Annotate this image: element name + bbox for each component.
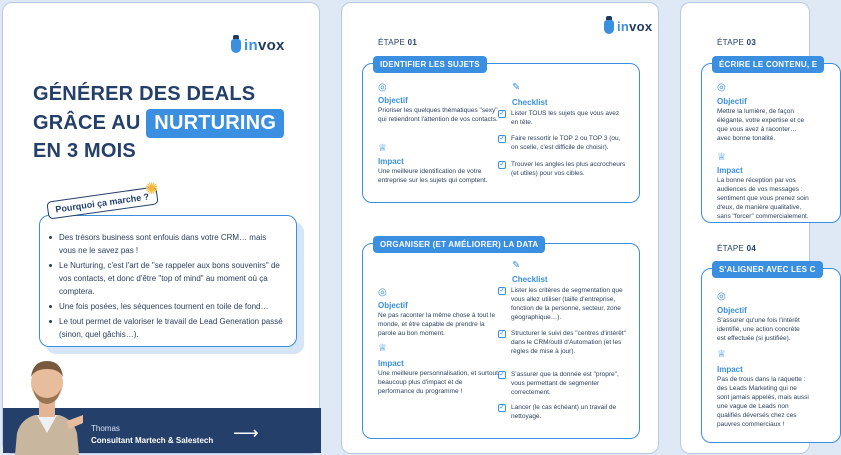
checkbox-icon[interactable]: ✓ bbox=[499, 161, 505, 168]
steps-page-2 bbox=[680, 2, 818, 454]
brand-name-b: vox bbox=[629, 19, 653, 34]
checklist-item: ✓ Trouver les angles les plus accrocheurs (et utiles) pour vos cibles. bbox=[499, 161, 626, 177]
objectif-label: Objectif bbox=[717, 97, 747, 106]
checkbox-icon[interactable]: ✓ bbox=[499, 330, 505, 337]
checkbox-icon[interactable]: ✓ bbox=[499, 404, 505, 411]
award-icon: ♕ bbox=[378, 143, 387, 154]
logo-icon bbox=[604, 20, 614, 34]
step-2-title: ORGANISER (ET AMÉLIORER) LA DATA bbox=[373, 236, 545, 253]
checklist-label: Checklist bbox=[512, 98, 548, 107]
step-3-impact: La bonne réception par vos audiences de vos messages : sentiment que vous prenez soin d'eux, de manière qualitative, sans "forcer" commercialement. bbox=[717, 177, 809, 220]
cover-title-line2 bbox=[33, 109, 284, 138]
why-bullet: Une fois posées, les séquences tournent en toile de fond… bbox=[49, 300, 285, 313]
checkbox-icon[interactable]: ✓ bbox=[499, 371, 505, 378]
checklist-item: ✓ Lister TOUS les sujets que vous avez en tête. bbox=[499, 110, 620, 126]
cover-title-highlight: NURTURING bbox=[146, 109, 284, 138]
step-4-title: S'ALIGNER AVEC LES C bbox=[712, 261, 823, 278]
award-icon: ♕ bbox=[717, 349, 726, 360]
checklist-item: ✓ Faire ressortir le TOP 2 ou TOP 3 (ou, on scelle, c'est difficile de choisir). bbox=[499, 135, 621, 151]
step-label: ÉTAPE bbox=[717, 244, 745, 253]
step-2-impact: Une meilleure personnalisation, et surtout beaucoup plus d'impact et de performance du programme ! bbox=[378, 370, 498, 395]
step-1-objectif: Prioriser les quelques thématiques "sexy" qui retiendront l'attention de vos contacts. bbox=[378, 107, 498, 123]
why-bullet: Le Nurturing, c'est l'art de "se rappeler aux bons souvenirs" de vos contacts, et donc d'être "top of mind" au moment où ça comptera. bbox=[49, 259, 285, 298]
step-3-title: ÉCRIRE LE CONTENU, E bbox=[712, 56, 824, 73]
target-icon: ◎ bbox=[717, 291, 726, 302]
arrow-right-icon[interactable]: ⟶ bbox=[233, 423, 259, 443]
award-icon: ♕ bbox=[378, 343, 387, 354]
brand-name-b: vox bbox=[257, 37, 285, 54]
step-3-heading bbox=[717, 38, 756, 47]
step-1-impact: Une meilleure identification de votre entreprise sur les sujets qui comptent. bbox=[378, 168, 488, 184]
brand-logo bbox=[231, 37, 285, 54]
objectif-label: Objectif bbox=[717, 306, 747, 315]
cover-title-line3: EN 3 MOIS bbox=[33, 140, 136, 162]
objectif-label: Objectif bbox=[378, 301, 408, 310]
step-1-title: IDENTIFIER LES SUJETS bbox=[373, 56, 487, 73]
step-4-heading bbox=[717, 244, 756, 253]
step-4-impact: Pas de trous dans la raquette : des Leads Marketing qui ne sont jamais appelés, mais aussi une vague de Leads non qualifiés déversés chez ces pauvres commerciaux ! bbox=[717, 376, 809, 428]
why-bullet: Des trésors business sont enfouis dans votre CRM… mais vous ne le savez pas ! bbox=[49, 231, 285, 257]
step-number: 01 bbox=[407, 38, 418, 47]
impact-label: Impact bbox=[717, 166, 743, 175]
step-2-objectif: Ne pas raconter la même chose à tout le monde, et être capable de prendre la parole au bon moment. bbox=[378, 312, 496, 337]
step-3-objectif: Mettre la lumière, de façon élégante, votre expertise et ce que vous avez à raconter… avec bonne tonalité. bbox=[717, 108, 805, 142]
checklist-item: ✓ Structurer le suivi des "centres d'intérêt" dans le CRM/outil d'Automation (et les règles de mise à jour). bbox=[499, 330, 626, 355]
award-icon: ♕ bbox=[717, 152, 726, 163]
cover-title-prefix: GRÂCE AU bbox=[33, 112, 141, 134]
step-number: 03 bbox=[746, 38, 757, 47]
steps-page-1 bbox=[341, 2, 659, 454]
step-label: ÉTAPE bbox=[378, 38, 406, 47]
target-icon: ◎ bbox=[378, 287, 387, 298]
step-1-heading bbox=[378, 38, 417, 47]
cover-title-line1: GÉNÉRER DES DEALS bbox=[33, 83, 256, 105]
author-name: Thomas bbox=[91, 424, 120, 433]
why-list bbox=[49, 231, 285, 343]
checkbox-icon[interactable]: ✓ bbox=[499, 287, 505, 294]
brand-name-a: in bbox=[617, 19, 630, 34]
target-icon: ◎ bbox=[717, 82, 726, 93]
brand-logo bbox=[604, 19, 652, 34]
checklist-item: ✓ Lancer (le cas échéant) un travail de nettoyage. bbox=[499, 404, 617, 420]
author-role: Consultant Martech & Salestech bbox=[91, 436, 214, 445]
bulb-icon: ✺ bbox=[145, 181, 159, 198]
brand-name-a: in bbox=[244, 37, 258, 54]
step-label: ÉTAPE bbox=[717, 38, 745, 47]
author-photo bbox=[11, 349, 83, 455]
why-bullet: Le tout permet de valoriser le travail de Lead Generation passé (sinon, quel gâchis…). bbox=[49, 315, 285, 341]
step-number: 04 bbox=[746, 244, 757, 253]
target-icon: ◎ bbox=[378, 82, 387, 93]
checklist-item: ✓ Lister les critères de segmentation que vous allez utiliser (taille d'entreprise, fonction de la personne, secteur, zone géographique…). bbox=[499, 287, 623, 321]
objectif-label: Objectif bbox=[378, 96, 408, 105]
pencil-icon: ✎ bbox=[512, 260, 521, 271]
impact-label: Impact bbox=[378, 157, 404, 166]
pencil-icon: ✎ bbox=[512, 82, 521, 93]
checkbox-icon[interactable]: ✓ bbox=[499, 135, 505, 142]
impact-label: Impact bbox=[717, 365, 743, 374]
cover-page bbox=[2, 2, 320, 454]
impact-label: Impact bbox=[378, 359, 404, 368]
checkbox-icon[interactable]: ✓ bbox=[499, 110, 505, 117]
checklist-item: ✓ S'assurer que la donnée est "propre", vous permettant de segmenter correctement. bbox=[499, 371, 619, 396]
logo-icon bbox=[231, 39, 241, 53]
why-label: Pourquoi ça marche ? bbox=[46, 186, 158, 219]
step-4-objectif: S'assurer qu'une fois l'intérêt identifié, une action concrète est effectuée (si justifiée). bbox=[717, 317, 800, 342]
checklist-label: Checklist bbox=[512, 275, 548, 284]
